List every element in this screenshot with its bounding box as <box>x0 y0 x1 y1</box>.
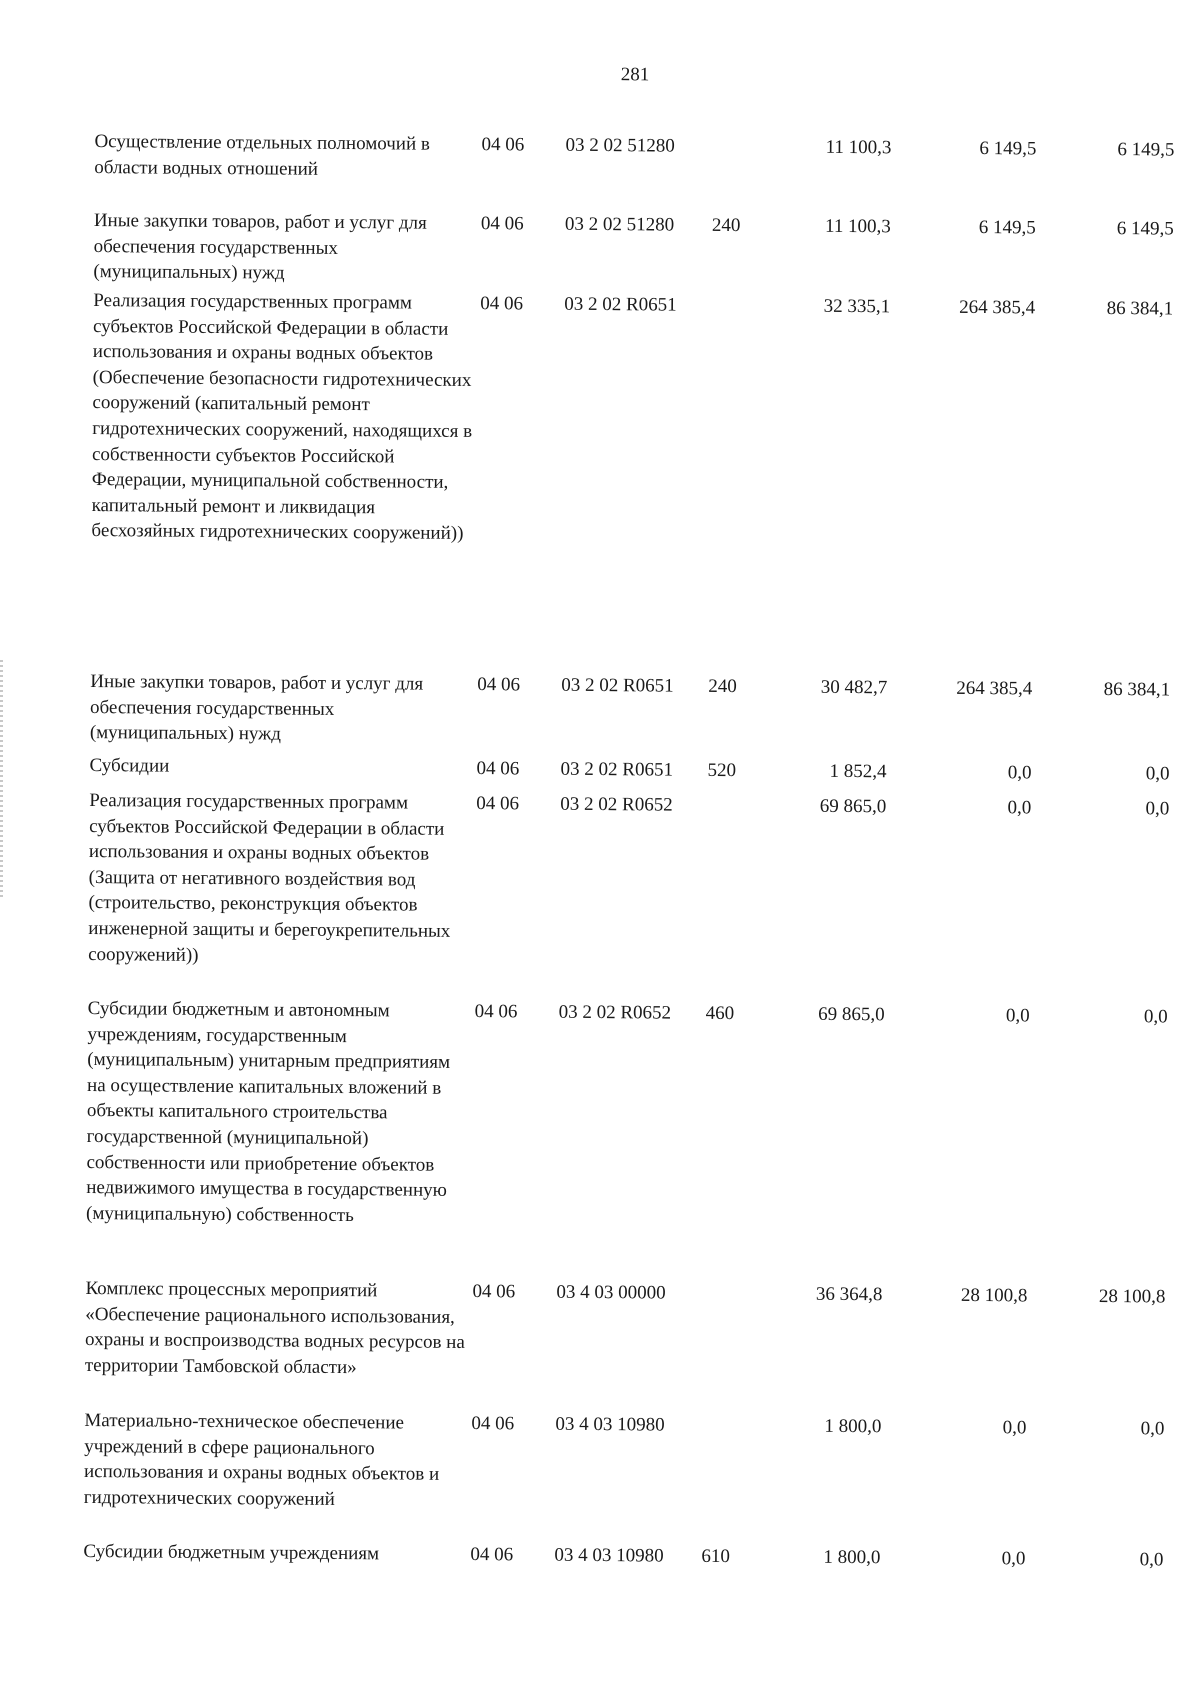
row-section-code: 04 06 <box>476 756 546 782</box>
row-target-code: 03 2 02 R0651 <box>564 292 704 319</box>
row-expense-code: 610 <box>701 1544 751 1570</box>
row-expense-code: 240 <box>712 213 762 239</box>
row-section-code: 04 06 <box>472 1279 542 1305</box>
row-amount-year2: 0,0 <box>899 794 1031 821</box>
row-amount-year3: 0,0 <box>1043 1004 1168 1031</box>
row-amount-year1: 11 100,3 <box>769 134 891 161</box>
row-target-code: 03 2 02 R0652 <box>560 792 700 819</box>
row-name: Иные закупки товаров, работ и услуг для обеспечения государственных (муниципальных) нужд <box>90 669 476 749</box>
table-row <box>0 128 1200 137</box>
row-name: Комплекс процессных мероприятий «Обеспечение рационального использования, охраны и воспроизводства водных ресурсов на территории Тамбовской области» <box>85 1276 471 1381</box>
row-amount-year3: 86 384,1 <box>1048 296 1173 323</box>
row-amount-year2: 28 100,8 <box>895 1282 1027 1309</box>
row-amount-year1: 11 100,3 <box>769 213 891 240</box>
row-amount-year3: 0,0 <box>1044 796 1169 823</box>
page-number: 281 <box>0 59 1200 91</box>
row-section-code: 04 06 <box>470 1542 540 1568</box>
row-amount-year2: 0,0 <box>893 1545 1025 1572</box>
row-section-code: 04 06 <box>481 211 551 237</box>
row-section-code: 04 06 <box>476 791 546 817</box>
row-name: Материально-техническое обеспечение учреждений в сфере рационального использования и охраны водных объектов и гидротехнических сооружений <box>84 1408 470 1513</box>
row-expense-code: 520 <box>707 758 757 784</box>
table-row <box>0 752 1195 761</box>
row-name: Субсидии бюджетным и автономным учреждениям, государственным (муниципальным) унитарным предприятиям на осуществление капитальных вложений в объекты капитального строительства государственной (муниципальной) собственности или приобретение объектов недвижимого имущества в государственную (муниципальную) собственность <box>86 996 473 1229</box>
row-name: Субсидии бюджетным учреждениям <box>83 1539 468 1568</box>
row-amount-year2: 0,0 <box>894 1414 1026 1441</box>
row-amount-year3: 6 149,5 <box>1049 137 1174 164</box>
row-amount-year3: 86 384,1 <box>1045 677 1170 704</box>
row-name: Осуществление отдельных полномочий в области водных отношений <box>94 129 479 183</box>
row-amount-year3: 0,0 <box>1038 1546 1163 1573</box>
row-section-code: 04 06 <box>477 672 547 698</box>
row-name: Реализация государственных программ субъектов Российской Федерации в области использования и охраны водных объектов (Обеспечение безопасности гидротехнических сооружений (капитальный ремонт гидротехнических сооружений, находящихся в собственности субъектов Российской Федерации, муниципальной собственности, капитальный ремонт и ликвидация бесхозяйных гидротехнических сооружений)) <box>91 288 478 547</box>
table-row <box>0 207 1199 216</box>
table-row <box>0 1538 1188 1547</box>
row-amount-year2: 0,0 <box>899 759 1031 786</box>
row-amount-year2: 264 385,4 <box>903 294 1035 321</box>
row-section-code: 04 06 <box>481 132 551 158</box>
table-row <box>0 787 1194 796</box>
row-target-code: 03 2 02 R0652 <box>559 1000 699 1027</box>
row-name: Реализация государственных программ субъектов Российской Федерации в области использования и охраны водных объектов (Защита от негативного воздействия вод (строительство, реконструкция объектов инженерной защиты и берегоукрепительных сооружений)) <box>88 788 474 970</box>
row-amount-year3: 6 149,5 <box>1049 216 1174 243</box>
table-row <box>0 668 1195 677</box>
row-section-code: 04 06 <box>480 291 550 317</box>
row-name: Субсидии <box>89 753 474 782</box>
row-amount-year2: 264 385,4 <box>900 675 1032 702</box>
row-amount-year1: 36 364,8 <box>760 1281 882 1308</box>
row-section-code: 04 06 <box>471 1411 541 1437</box>
table-row <box>0 1275 1191 1284</box>
row-name: Иные закупки товаров, работ и услуг для обеспечения государственных (муниципальных) нужд <box>93 208 479 288</box>
row-amount-year3: 0,0 <box>1044 761 1169 788</box>
row-expense-code: 240 <box>708 674 758 700</box>
row-amount-year1: 69 865,0 <box>764 793 886 820</box>
row-target-code: 03 4 03 10980 <box>555 1412 695 1439</box>
row-target-code: 03 4 03 10980 <box>554 1543 694 1570</box>
table-row <box>0 1407 1190 1416</box>
row-amount-year1: 30 482,7 <box>765 674 887 701</box>
row-amount-year3: 0,0 <box>1039 1415 1164 1442</box>
row-amount-year1: 1 852,4 <box>764 758 886 785</box>
table-row <box>0 995 1193 1004</box>
row-section-code: 04 06 <box>475 999 545 1025</box>
table-row <box>0 287 1198 296</box>
row-amount-year1: 32 335,1 <box>768 293 890 320</box>
row-amount-year1: 69 865,0 <box>763 1001 885 1028</box>
row-target-code: 03 2 02 51280 <box>565 133 705 160</box>
row-amount-year2: 0,0 <box>898 1002 1030 1029</box>
row-target-code: 03 2 02 R0651 <box>561 673 701 700</box>
row-amount-year1: 1 800,0 <box>759 1413 881 1440</box>
row-amount-year2: 6 149,5 <box>904 135 1036 162</box>
row-expense-code: 460 <box>706 1001 756 1027</box>
row-amount-year2: 6 149,5 <box>904 214 1036 241</box>
row-target-code: 03 2 02 R0651 <box>560 757 700 784</box>
row-amount-year1: 1 800,0 <box>758 1544 880 1571</box>
row-target-code: 03 4 03 00000 <box>556 1280 696 1307</box>
row-target-code: 03 2 02 51280 <box>565 212 705 239</box>
row-amount-year3: 28 100,8 <box>1040 1283 1165 1310</box>
scan-binding-edge <box>0 660 3 900</box>
